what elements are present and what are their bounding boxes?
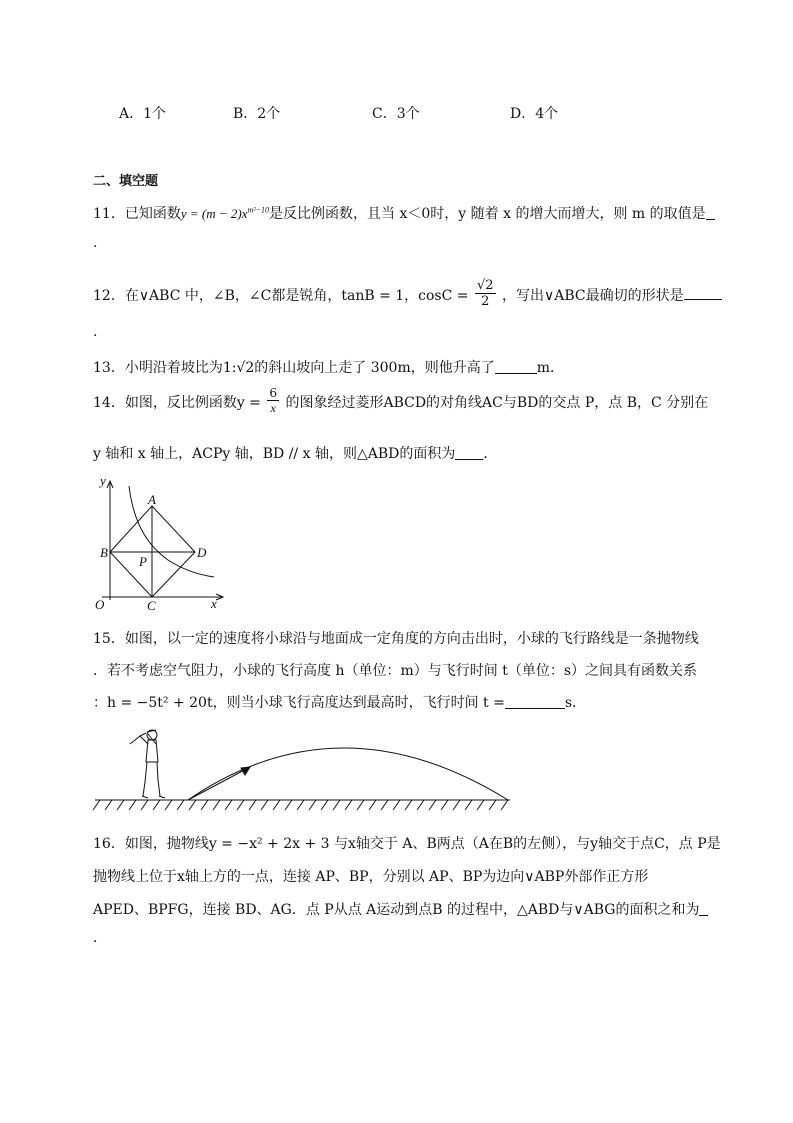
label-c: C bbox=[147, 598, 156, 612]
answer-blank-13[interactable] bbox=[495, 359, 537, 374]
question-16-line3: APED、BPFG，连接 BD、AG．点 P从点 A运动到点B 的过程中，△ABD与∨ABG的面积之和为 bbox=[93, 899, 708, 919]
question-14-line2: y 轴和 x 轴上，ACPy 轴，BD // x 轴，则△ABD的面积为 . bbox=[93, 446, 488, 462]
choice-b: B．2个 bbox=[233, 106, 281, 122]
answer-blank-15[interactable] bbox=[505, 694, 565, 709]
figure-14 bbox=[90, 472, 230, 612]
question-12: 12．在∨ABC 中，∠B，∠C都是锐角，tanB = 1，cosC = $\frac{√2}{2}$ ，写出∨ABC最确切的形状是 bbox=[93, 278, 722, 314]
label-d: D bbox=[197, 545, 207, 560]
question-15-line1: 15．如图，以一定的速度将小球沿与地面成一定角度的方向击出时，小球的飞行路线是一条抛物线 bbox=[93, 631, 699, 647]
q16-tail: . bbox=[93, 930, 98, 946]
label-o: O bbox=[95, 597, 105, 612]
q11-exponent: m²−10 bbox=[247, 205, 270, 215]
label-a: A bbox=[148, 492, 156, 507]
q12-tail: . bbox=[93, 324, 98, 340]
choice-d: D．4个 bbox=[510, 106, 559, 122]
question-14: 14．如图，反比例函数y = $\frac{6}{x}$ 的图象经过菱形ABCD的对角线AC与BD的交点 P，点 B，C 分别在 bbox=[93, 386, 709, 415]
q11-tail: . bbox=[93, 235, 98, 251]
answer-blank-16[interactable] bbox=[699, 901, 708, 916]
label-b: B bbox=[100, 545, 108, 560]
question-11: 11．已知函数$y = (m - 2)x^{m^2-10}$是反比例函数，且当 x＜0时，y 随着 x 的增大而增大，则 m 的取值是 bbox=[93, 203, 715, 223]
question-15-line3: ：h = −5t² + 20t，则当小球飞行高度达到最高时，飞行时间 t = s． bbox=[93, 695, 587, 711]
question-15-line2: ．若不考虑空气阻力，小球的飞行高度 h（单位：m）与飞行时间 t（单位：s）之间具有函数关系 bbox=[93, 663, 698, 679]
answer-blank-12[interactable] bbox=[684, 285, 722, 300]
section-title: 二、填空题 bbox=[93, 174, 159, 189]
figure-15 bbox=[90, 722, 520, 814]
answer-blank-11[interactable] bbox=[706, 205, 715, 220]
question-13: 13．小明沿着坡比为1:√2的斜山坡向上走了 300m，则他升高了 m． bbox=[93, 360, 564, 376]
golfer-icon bbox=[130, 730, 165, 798]
answer-blank-14[interactable] bbox=[455, 445, 483, 460]
choice-a: A．1个 bbox=[119, 106, 167, 122]
label-x: x bbox=[211, 596, 217, 611]
label-p: P bbox=[139, 554, 147, 569]
q14-fraction: $\frac{6}{x}$ bbox=[269, 386, 277, 415]
label-y: y bbox=[100, 473, 106, 488]
choice-c: C．3个 bbox=[372, 106, 420, 122]
question-16-line1: 16．如图，抛物线y = −x² + 2x + 3 与x轴交于 A、B两点（A在B的左侧），与y轴交于点C，点 P是 bbox=[93, 836, 721, 852]
ground-hatching bbox=[93, 800, 508, 810]
q12-fraction: $\frac{√2}{2}$ bbox=[476, 278, 494, 309]
question-16-line2: 抛物线上位于x轴上方的一点，连接 AP、BP，分别以 AP、BP为边向∨ABP外部作正方形 bbox=[93, 869, 649, 885]
choices-row bbox=[0, 103, 793, 123]
launch-arrowhead bbox=[241, 767, 250, 775]
launch-arrow bbox=[188, 767, 250, 800]
q11-formula: y = (m − 2)x bbox=[180, 206, 248, 221]
